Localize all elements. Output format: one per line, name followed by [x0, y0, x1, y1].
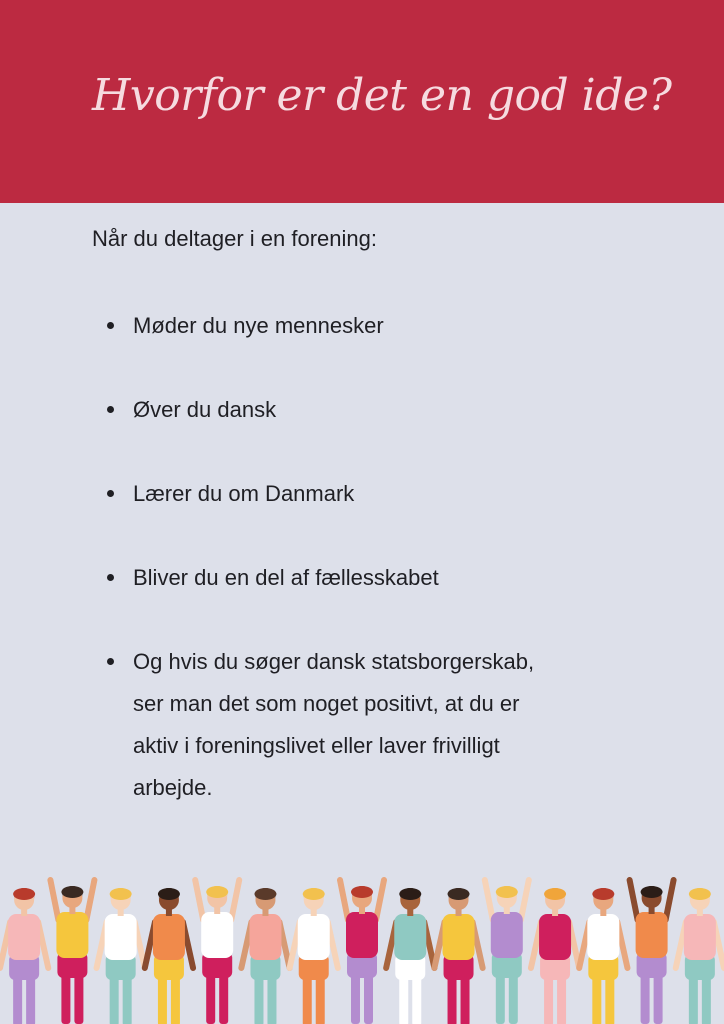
person-figure	[485, 880, 529, 1024]
person-figure	[97, 888, 145, 1024]
person-figure	[241, 888, 289, 1024]
person-figure	[434, 888, 482, 1024]
intro-text: Når du deltager i en forening:	[92, 226, 377, 251]
list-item: Bliver du en del af fællesskabet	[133, 557, 553, 599]
list-item: Og hvis du søger dansk statsborgerskab, ser man det som noget positivt, at du er aktiv i foreningslivet eller laver frivilligt arbejde.	[133, 641, 553, 809]
page-title: Hvorfor er det en god ide?	[92, 70, 672, 121]
person-figure	[676, 888, 724, 1024]
header-banner	[0, 0, 724, 203]
people-illustration	[0, 860, 724, 1024]
person-figure	[340, 880, 384, 1024]
person-figure	[195, 880, 239, 1024]
person-figure	[0, 888, 48, 1024]
person-figure	[290, 888, 338, 1024]
person-figure	[531, 888, 579, 1024]
person-figure	[50, 880, 94, 1024]
list-item: Lærer du om Danmark	[133, 473, 553, 515]
person-figure	[579, 888, 627, 1024]
list-item: Møder du nye mennesker	[133, 305, 553, 347]
person-figure	[630, 880, 674, 1024]
person-figure	[145, 888, 193, 1024]
person-figure	[386, 888, 434, 1024]
list-item: Øver du dansk	[133, 389, 553, 431]
